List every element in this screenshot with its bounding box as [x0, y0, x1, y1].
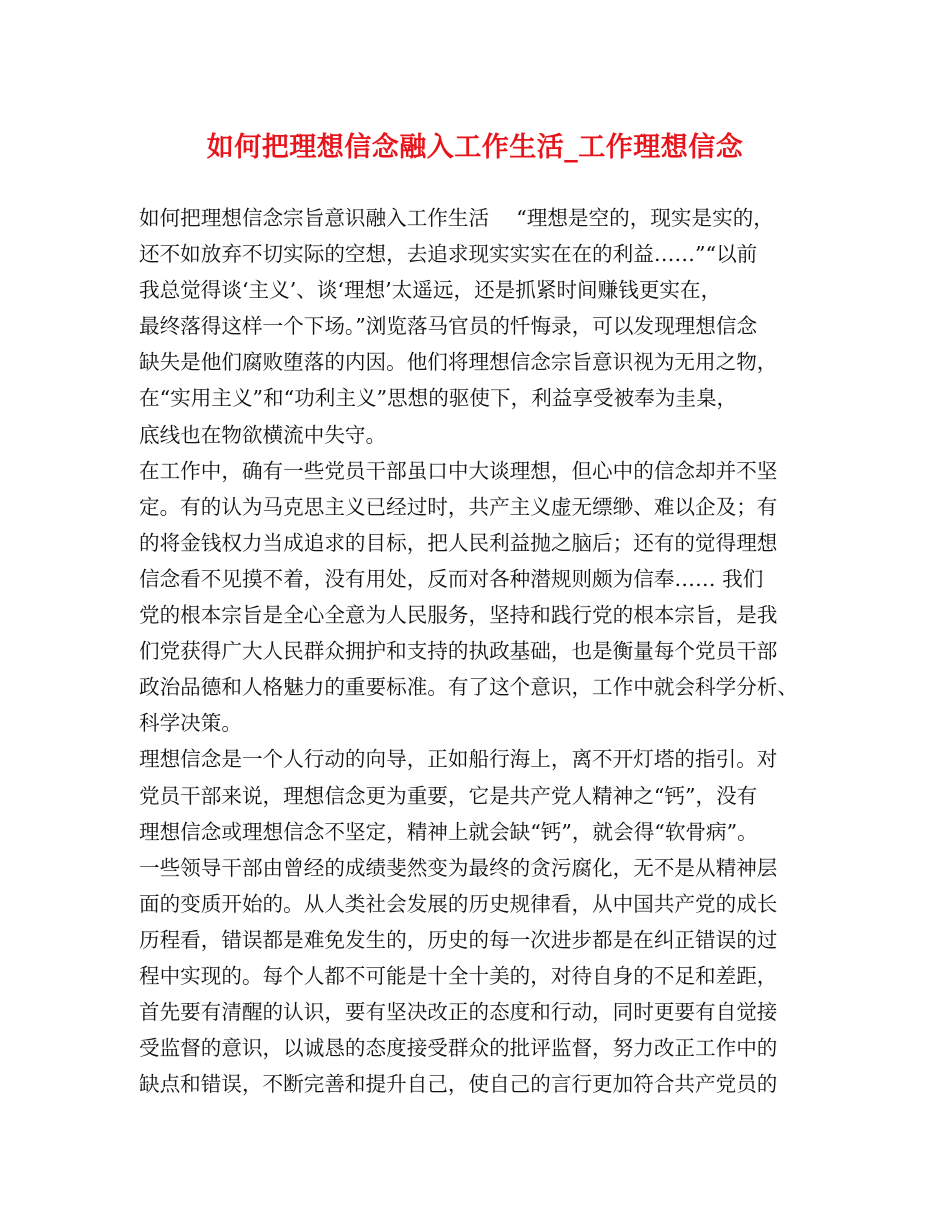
text-line: 科学决策。 [139, 711, 242, 736]
text-line: 历程看，错误都是难免发生的，历史的每一次进步都是在纠正错误的过 [139, 927, 778, 952]
text-line: 我总觉得谈‘主义’、谈‘理想’太遥远，还是抓紧时间赚钱更实在， [139, 278, 722, 303]
text-line: 面的变质开始的。从人类社会发展的历史规律看，从中国共产党的成长 [139, 891, 778, 916]
text-line: 缺失是他们腐败堕落的内因。他们将理想信念宗旨意识视为无用之物， [139, 350, 778, 375]
text-line: 们党获得广大人民群众拥护和支持的执政基础，也是衡量每个党员干部 [139, 639, 778, 664]
text-line: 的将金钱权力当成追求的目标，把人民利益抛之脑后；还有的觉得理想 [139, 530, 778, 555]
text-line: 缺点和错误，不断完善和提升自己，使自己的言行更加符合共产党员的 [139, 1072, 778, 1097]
document-title: 如何把理想信念融入工作生活_工作理想信念 [206, 132, 744, 163]
text-line: 信念看不见摸不着，没有用处，反而对各种潜规则颇为信奉…… 我们 [139, 566, 764, 591]
text-line: 在工作中，确有一些党员干部虽口中大谈理想，但心中的信念却并不坚 [139, 458, 778, 483]
text-line: 理想信念或理想信念不坚定，精神上就会缺“钙”，就会得“软骨病”。 [139, 819, 758, 844]
text-line: 一些领导干部由曾经的成绩斐然变为最终的贪污腐化，无不是从精神层 [139, 855, 778, 880]
text-line: 受监督的意识，以诚恳的态度接受群众的批评监督，努力改正工作中的 [139, 1036, 778, 1061]
document-body [139, 200, 839, 1102]
text-line: 党的根本宗旨是全心全意为人民服务，坚持和践行党的根本宗旨，是我 [139, 603, 778, 628]
text-line: 在“实用主义”和“功利主义”思想的驱使下，利益享受被奉为圭臬， [139, 386, 738, 411]
text-line: 程中实现的。每个人都不可能是十全十美的，对待自身的不足和差距， [139, 963, 778, 988]
text-line: 如何把理想信念宗旨意识融入工作生活 “理想是空的，现实是实的， [139, 206, 774, 230]
text-line: 还不如放弃不切实际的空想，去追求现实实实在在的利益……”“以前 [139, 242, 758, 267]
text-line: 底线也在物欲横流中失守。 [139, 422, 387, 447]
text-line: 理想信念是一个人行动的向导，正如船行海上，离不开灯塔的指引。对 [139, 747, 778, 772]
text-line: 政治品德和人格魅力的重要标准。有了这个意识，工作中就会科学分析、 [139, 675, 798, 700]
text-line: 首先要有清醒的认识，要有坚决改正的态度和行动，同时更要有自觉接 [139, 1000, 778, 1025]
text-line: 党员干部来说，理想信念更为重要，它是共产党人精神之“钙”，没有 [139, 783, 758, 808]
text-line: 定。有的认为马克思主义已经过时，共产主义虚无缥缈、难以企及；有 [139, 494, 778, 519]
text-line: 最终落得这样一个下场。”浏览落马官员的忏悔录，可以发现理想信念 [139, 314, 758, 339]
